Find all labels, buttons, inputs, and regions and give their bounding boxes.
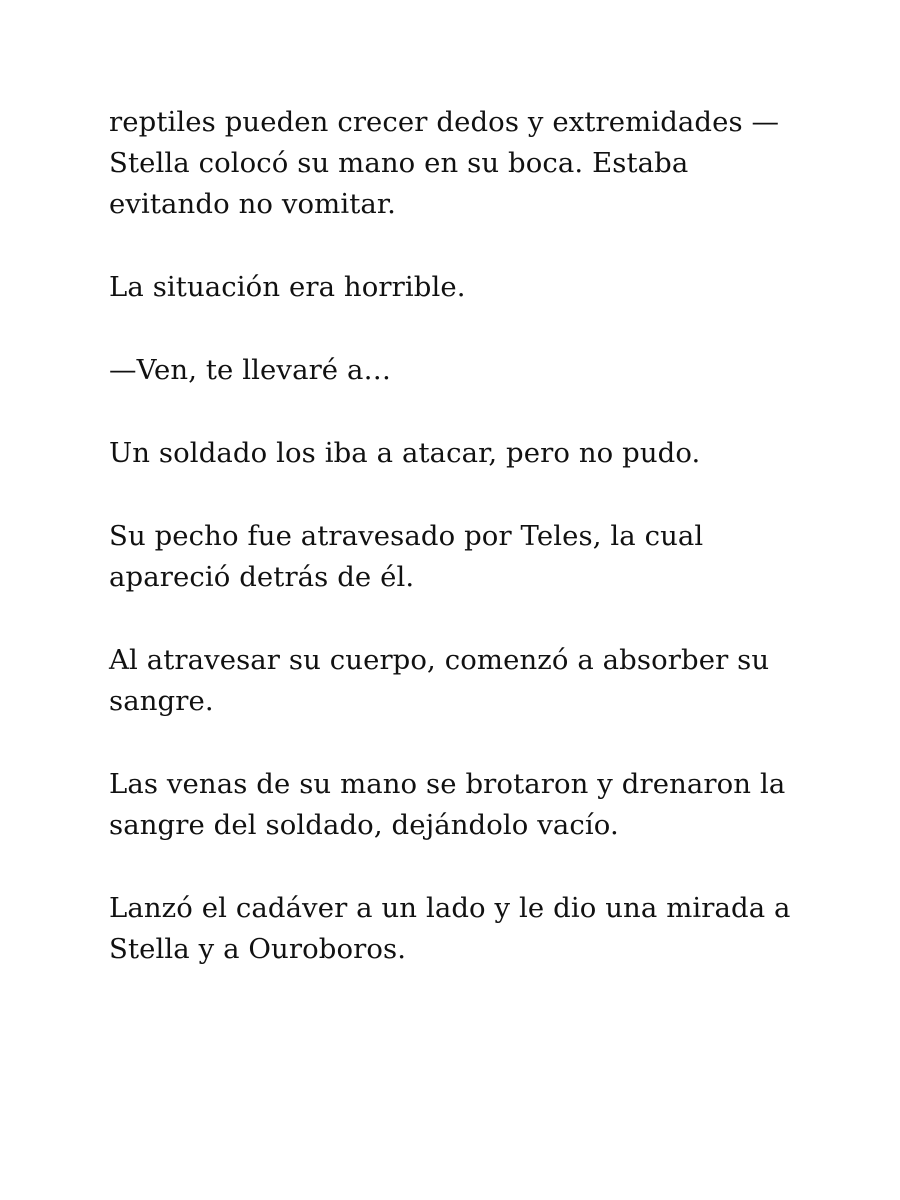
- paragraph: Las venas de su mano se brotaron y drenaron la sangre del soldado, dejándolo vacío.: [109, 768, 786, 841]
- paragraph: —Ven, te llevaré a…: [109, 354, 392, 386]
- paragraph: Lanzó el cadáver a un lado y le dio una mirada a Stella y a Ouroboros.: [109, 892, 791, 965]
- paragraph: La situación era horrible.: [109, 271, 466, 303]
- paragraph: Su pecho fue atravesado por Teles, la cual apareció detrás de él.: [109, 520, 704, 593]
- paragraph: reptiles pueden crecer dedos y extremidades —Stella colocó su mano en su boca. Estaba evitando no vomitar.: [109, 106, 780, 220]
- paragraph: Al atravesar su cuerpo, comenzó a absorber su sangre.: [109, 644, 770, 717]
- page-text: [109, 102, 799, 1012]
- paragraph: Un soldado los iba a atacar, pero no pudo.: [109, 437, 701, 469]
